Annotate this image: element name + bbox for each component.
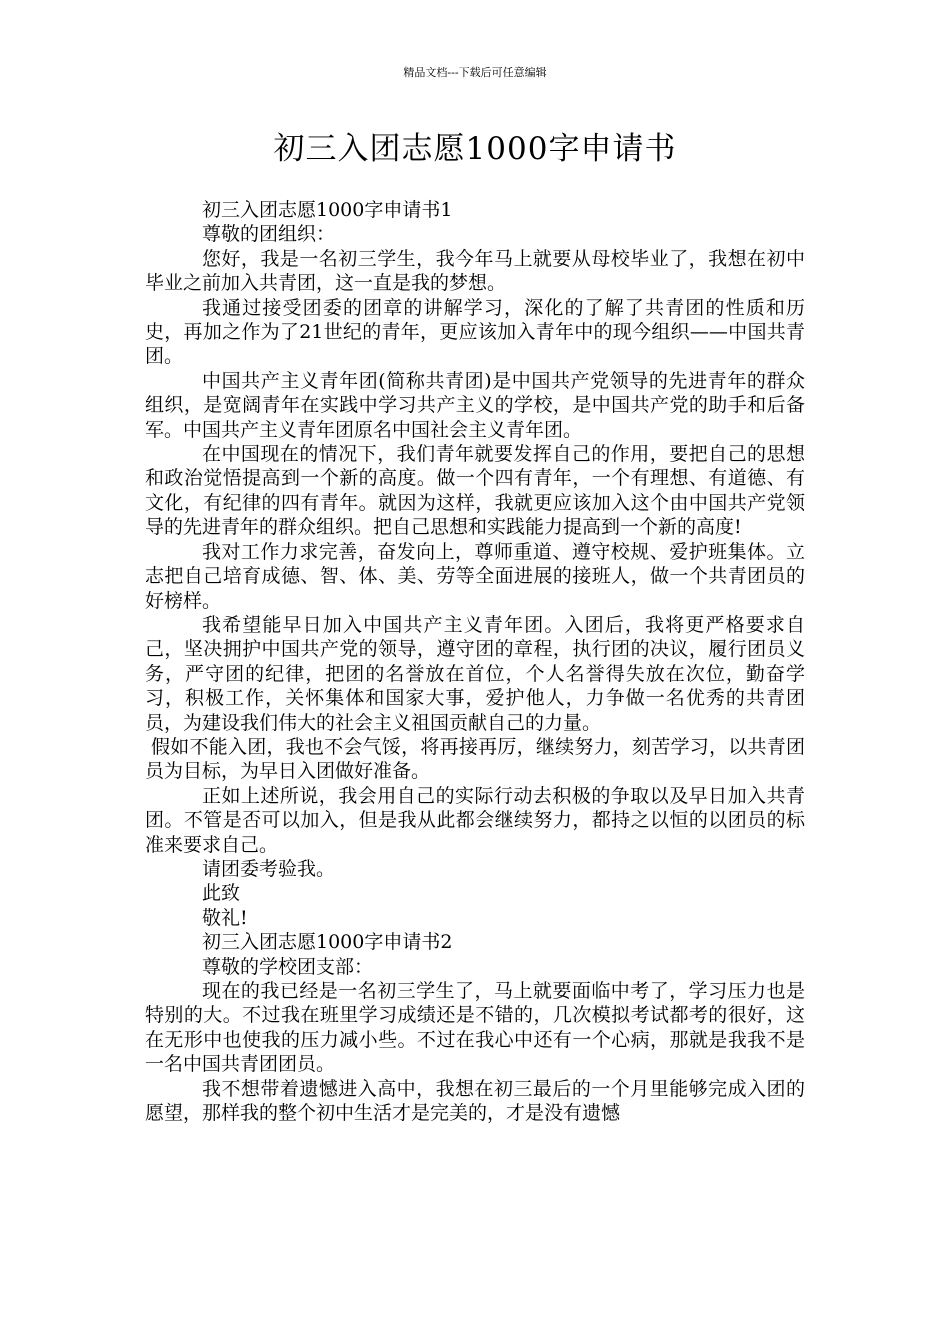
body-paragraph: 我希望能早日加入中国共产主义青年团。入团后，我将更严格要求自己，坚决拥护中国共产党的领导，遵守团的章程，执行团的决议，履行团员义务，严守团的纪律，把团的名誉放在首位，个人名誉得失放在次位，勤奋学习，积极工作，关怀集体和国家大事，爱护他人，力争做一名优秀的共青团员，为建设我们伟大的社会主义祖国贡献自己的力量。 [145, 613, 805, 734]
body-paragraph: 假如不能入团，我也不会气馁，将再接再厉，继续努力，刻苦学习，以共青团员为目标，为早日入团做好准备。 [145, 735, 805, 783]
salutation: 尊敬的团组织： [202, 223, 336, 246]
body-paragraph: 我不想带着遗憾进入高中，我想在初三最后的一个月里能够完成入团的愿望，那样我的整个初中生活才是完美的，才是没有遗憾 [145, 1077, 805, 1125]
section-heading-1: 初三入团志愿1000字申请书1 [202, 199, 453, 221]
document-body [145, 198, 805, 1125]
body-paragraph: 在中国现在的情况下，我们青年就要发挥自己的作用，要把自己的思想和政治觉悟提高到一个新的高度。做一个四有青年，一个有理想、有道德、有文化，有纪律的四有青年。就因为这样，我就更应该加入这个由中国共产党领导的先进青年的群众组织。把自己思想和实践能力提高到一个新的高度! [145, 443, 805, 539]
closing-line: 请团委考验我。 [202, 857, 336, 880]
document-title: 初三入团志愿1000字申请书 [273, 131, 677, 167]
page-header-note: 精品文档---下载后可任意编辑 [403, 66, 547, 79]
section-heading-2: 初三入团志愿1000字申请书2 [202, 931, 453, 954]
closing-line: 此致 [202, 882, 241, 905]
closing-line: 敬礼! [202, 906, 248, 929]
body-paragraph: 正如上述所说，我会用自己的实际行动去积极的争取以及早日加入共青团。不管是否可以加入，但是我从此都会继续努力，都持之以恒的以团员的标准来要求自己。 [145, 784, 805, 856]
body-paragraph: 您好，我是一名初三学生，我今年马上就要从母校毕业了，我想在初中毕业之前加入共青团，这一直是我的梦想。 [145, 247, 805, 295]
body-paragraph: 我通过接受团委的团章的讲解学习，深化的了解了共青团的性质和历史，再加之作为了21世纪的青年，更应该加入青年中的现今组织——中国共青团。 [145, 296, 805, 368]
body-paragraph: 现在的我已经是一名初三学生了，马上就要面临中考了，学习压力也是特别的大。不过我在班里学习成绩还是不错的，几次模拟考试都考的很好，这在无形中也使我的压力减小些。不过在我心中还有一个心病，那就是我我不是一名中国共青团团员。 [145, 980, 805, 1076]
salutation: 尊敬的学校团支部： [202, 955, 374, 978]
body-paragraph: 中国共产主义青年团(简称共青团)是中国共产党领导的先进青年的群众组织，是宽阔青年在实践中学习共产主义的学校，是中国共产党的助手和后备军。中国共产主义青年团原名中国社会主义青年团。 [145, 369, 805, 441]
body-paragraph: 我对工作力求完善，奋发向上，尊师重道、遵守校规、爱护班集体。立志把自己培育成德、智、体、美、劳等全面进展的接班人，做一个共青团员的好榜样。 [145, 540, 805, 612]
